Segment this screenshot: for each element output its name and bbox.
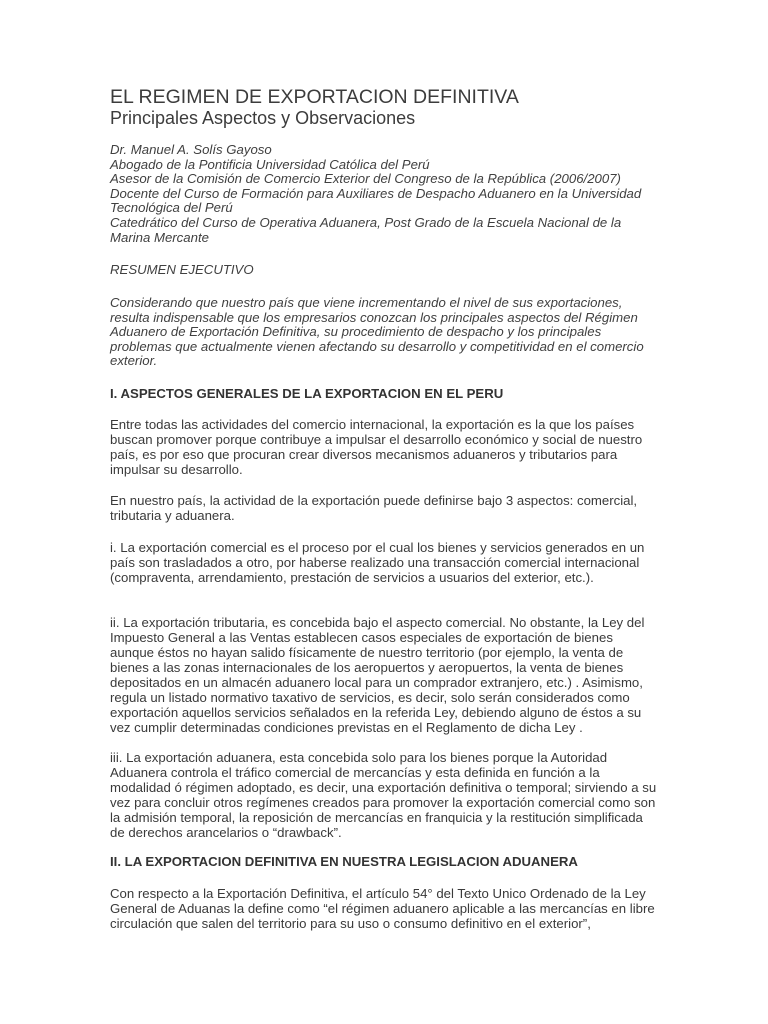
section-1-heading: I. ASPECTOS GENERALES DE LA EXPORTACION EN EL PERU — [110, 386, 504, 401]
author-credential-3: Docente del Curso de Formación para Auxiliares de Despacho Aduanero en la Universidad Tecnológica del Perú — [110, 185, 642, 216]
author-credential-2: Asesor de la Comisión de Comercio Exterior del Congreso de la República (2006/2007) — [110, 171, 621, 187]
author-name: Dr. Manuel A. Solís Gayoso — [110, 142, 272, 157]
section-1-paragraph-4: ii. La exportación tributaria, es concebida bajo el aspecto comercial. No obstante, la Ley del Impuesto General a las Ventas establecen casos especiales de exportación de bienes aunque éstos no hayan salido físicamente de nuestro territorio (por ejemplo, la venta de bienes a las zonas internacionales de los aeropuertos y aeropuertos, la venta de bienes depositados en un almacén aduanero local para un comprador extranjero, etc.) . Asimismo, regula un listado normativo taxativo de servicios, es decir, solo serán considerados como exportación aquellos servicios señalados en la referida Ley, debiendo alguno de éstos a su vez cumplir determinadas condiciones previstas en el Reglamento de dicha Ley . — [110, 615, 645, 735]
author-credential-1: Abogado de la Pontificia Universidad Católica del Perú — [110, 156, 430, 172]
section-1-paragraph-5: iii. La exportación aduanera, esta concebida solo para los bienes porque la Autoridad Aduanera controla el tráfico comercial de mercancías y esta definida en función a la modalidad ó régimen adoptado, es decir, una exportación definitiva o temporal; sirviendo a su vez para concluir otros regímenes creados para promover la exportación comercial como son la admisión temporal, la reposición de mercancías en franquicia y la restitución simplificada de derechos arancelarios o “drawback”. — [110, 750, 657, 840]
author-credential-4: Catedrático del Curso de Operativa Aduanera, Post Grado de la Escuela Nacional de la Marina Mercante — [110, 214, 622, 245]
section-2-heading: II. LA EXPORTACION DEFINITIVA EN NUESTRA LEGISLACION ADUANERA — [110, 854, 578, 869]
section-1-paragraph-3: i. La exportación comercial es el proceso por el cual los bienes y servicios generados en un país son trasladados a otro, por haberse realizado una transacción comercial internacional (compraventa, arrendamiento, prestación de servicios a usuarios del exterior, etc.). — [110, 540, 645, 585]
section-1-paragraph-2: En nuestro país, la actividad de la exportación puede definirse bajo 3 aspectos: comercial, tributaria y aduanera. — [110, 493, 638, 523]
document-subtitle: Principales Aspectos y Observaciones — [110, 108, 416, 128]
section-2-paragraph-1: Con respecto a la Exportación Definitiva, el artículo 54° del Texto Unico Ordenado de la Ley General de Aduanas la define como “el régimen aduanero aplicable a las mercancías en libre circulación que salen del territorio para su uso o consumo definitivo en el exterior”, — [110, 886, 655, 931]
section-1-paragraph-1: Entre todas las actividades del comercio internacional, la exportación es la que los países buscan promover porque contribuye a impulsar el desarrollo económico y social de nuestro país, es por eso que procuran crear diversos mecanismos aduaneros y tributarios para impulsar su desarrollo. — [110, 417, 643, 477]
summary-text: Considerando que nuestro país que viene incrementando el nivel de sus exportaciones, resulta indispensable que los empresarios conozcan los principales aspectos del Régimen Aduanero de Exportación Definitiva, su procedimiento de despacho y los principales problemas que actualmente vienen afectando su desarrollo y competitividad en el comercio exterior. — [110, 295, 644, 369]
author-block — [110, 143, 660, 245]
summary-heading: RESUMEN EJECUTIVO — [110, 262, 254, 277]
document-title: EL REGIMEN DE EXPORTACION DEFINITIVA — [110, 86, 519, 108]
